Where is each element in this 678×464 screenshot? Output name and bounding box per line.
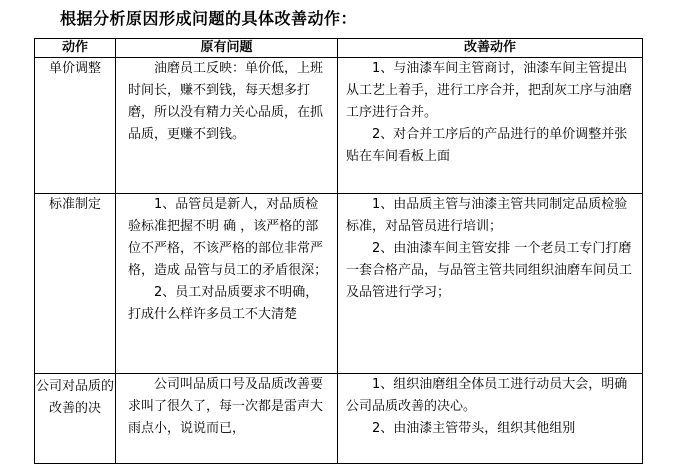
header-action: 动作: [35, 39, 116, 58]
problem-paragraph: 公司叫品质口号及品质改善要求叫了很久了，每一次都是雷声大雨点小，说说而已，: [128, 377, 324, 436]
improvement-paragraph: 2、对合并工序后的产品进行的单价调整并张贴在车间看板上面: [346, 127, 628, 164]
improvement-paragraph: 2、由油漆主管带头，组织其他组别: [372, 421, 576, 436]
table-row: [35, 374, 643, 464]
table-row: [35, 194, 643, 374]
improvement-cell: [338, 374, 643, 464]
header-problem: 原有问题: [116, 39, 338, 58]
improvement-paragraph: 1、由品质主管与油漆主管共同制定品质检验标准，对品管员进行培训；: [346, 197, 628, 234]
improvement-paragraph: 1、组织油磨组全体员工进行动员大会，明确公司品质改善的决心。: [346, 377, 628, 414]
improvement-cell: [338, 58, 643, 194]
improvement-cell: [338, 194, 643, 374]
action-cell: 单价调整: [35, 58, 116, 194]
problem-paragraph: 1、品管员是新人，对品质检验标准把握不明 确 ，该严格的部位不严格，不该严格的部位非常严格，造成 品管与员工的矛盾很深；: [128, 197, 328, 278]
problem-cell: [116, 194, 338, 374]
improvement-table: [34, 38, 643, 464]
problem-paragraph: 油磨员工反映：单价低，上班时间长，赚不到钱，每天想多打磨，所以没有精力关心品质，在抓品质，更赚不到钱。: [128, 61, 324, 142]
improvement-paragraph: 2、由油漆车间主管安排 一个老员工专门打磨一套合格产品，与品管主管共同组织油磨车间员工及品管进行学习；: [346, 241, 633, 300]
table-header-row: [35, 39, 643, 58]
problem-cell: [116, 58, 338, 194]
table-row: [35, 58, 643, 194]
problem-cell: [116, 374, 338, 464]
improvement-paragraph: 1、与油漆车间主管商讨，油漆车间主管提出从工艺上着手，进行工序合并，把刮灰工序与油磨工序进行合并。: [346, 61, 633, 120]
action-cell: 标准制定: [35, 194, 116, 374]
header-improvement: 改善动作: [338, 39, 643, 58]
action-cell: 公司对品质的改善的决: [35, 374, 116, 464]
problem-paragraph: 2、员工对品质要求不明确，打成什么样许多员工不大清楚: [128, 285, 319, 322]
page-title: 根据分析原因形成问题的具体改善动作：: [60, 9, 358, 28]
